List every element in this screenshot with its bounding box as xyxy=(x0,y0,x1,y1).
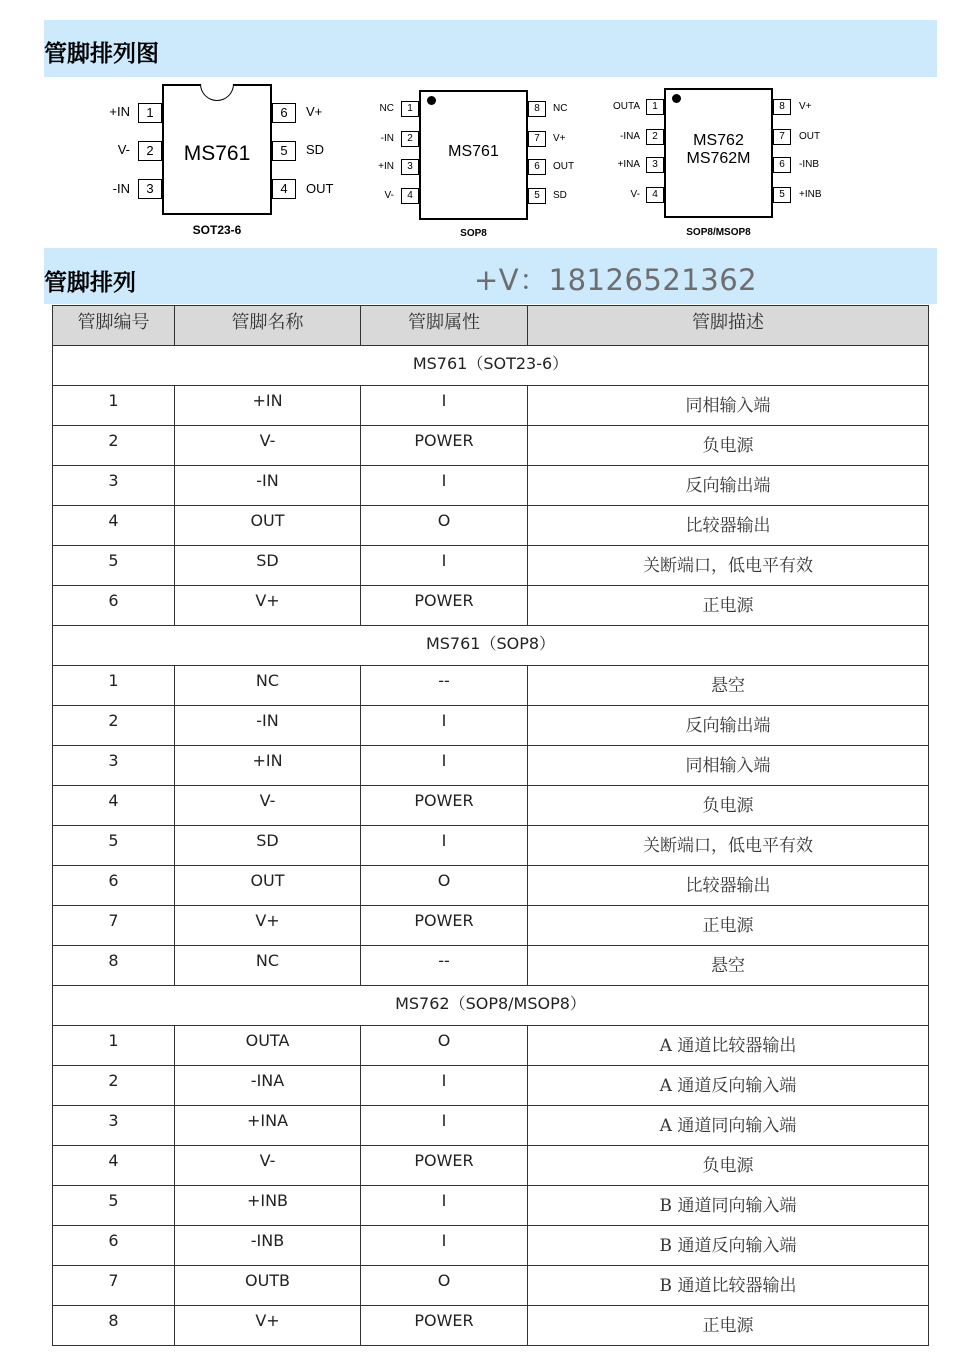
cell-pin-name: +IN xyxy=(175,386,361,426)
pin-number: 1 xyxy=(138,103,162,123)
pin-number: 1 xyxy=(646,99,664,115)
header-pin-number: 管脚编号 xyxy=(53,306,175,346)
pin-number: 7 xyxy=(528,131,546,147)
cell-pin-description: 正电源 xyxy=(528,1306,929,1346)
cell-pin-attribute: I xyxy=(361,386,528,426)
cell-pin-attribute: POWER xyxy=(361,1146,528,1186)
cell-pin-description: 关断端口，低电平有效 xyxy=(528,826,929,866)
table-row xyxy=(53,426,929,466)
table-body xyxy=(53,346,929,1346)
pin-description-table xyxy=(52,305,929,1346)
header-pin-description: 管脚描述 xyxy=(528,306,929,346)
cell-pin-name: OUTB xyxy=(175,1266,361,1306)
cell-pin-number: 2 xyxy=(53,426,175,466)
cell-pin-description: 比较器输出 xyxy=(528,506,929,546)
cell-pin-attribute: I xyxy=(361,1066,528,1106)
pin-label: OUTA xyxy=(612,101,640,112)
cell-pin-description: A 通道比较器输出 xyxy=(528,1026,929,1066)
table-row xyxy=(53,586,929,626)
cell-pin-description: A 通道同向输入端 xyxy=(528,1106,929,1146)
cell-pin-attribute: O xyxy=(361,506,528,546)
group-title: MS761（SOT23-6） xyxy=(53,346,929,386)
section-header-pin-list xyxy=(44,248,937,304)
pin1-marker-dot xyxy=(672,94,681,103)
pin-label: SD xyxy=(553,190,567,201)
table-row xyxy=(53,466,929,506)
cell-pin-name: -IN xyxy=(175,466,361,506)
pin-number: 2 xyxy=(401,131,419,147)
table-row xyxy=(53,1226,929,1266)
table-header-row xyxy=(53,306,929,346)
pin-label: V+ xyxy=(306,104,323,119)
contact-watermark: +V：18126521362 xyxy=(474,263,758,297)
section-title: 管脚排列图 xyxy=(44,41,159,67)
pin-label: +INA xyxy=(617,159,640,170)
table-row xyxy=(53,906,929,946)
pin-number: 6 xyxy=(272,103,296,123)
pin-number: 8 xyxy=(528,101,546,117)
cell-pin-description: 比较器输出 xyxy=(528,866,929,906)
pin-number: 5 xyxy=(773,187,791,203)
cell-pin-name: -INA xyxy=(175,1066,361,1106)
pin-label: SD xyxy=(306,142,325,157)
pin-label: -IN xyxy=(112,181,130,196)
cell-pin-name: NC xyxy=(175,666,361,706)
pin-label: NC xyxy=(379,103,394,114)
cell-pin-attribute: POWER xyxy=(361,906,528,946)
pin-label: V- xyxy=(630,189,640,200)
cell-pin-name: V+ xyxy=(175,586,361,626)
chip-diagram-sot23-6 xyxy=(100,84,350,244)
cell-pin-number: 1 xyxy=(53,386,175,426)
table-row xyxy=(53,546,929,586)
group-title: MS762（SOP8/MSOP8） xyxy=(53,986,929,1026)
table-group-row xyxy=(53,626,929,666)
cell-pin-number: 1 xyxy=(53,666,175,706)
cell-pin-description: 正电源 xyxy=(528,586,929,626)
package-name: SOT23-6 xyxy=(192,223,242,237)
cell-pin-description: B 通道比较器输出 xyxy=(528,1266,929,1306)
pin-number: 1 xyxy=(401,101,419,117)
cell-pin-attribute: I xyxy=(361,1226,528,1266)
pin-number: 6 xyxy=(528,159,546,175)
cell-pin-attribute: O xyxy=(361,866,528,906)
pin-label: OUT xyxy=(553,161,575,172)
cell-pin-attribute: POWER xyxy=(361,586,528,626)
cell-pin-attribute: I xyxy=(361,826,528,866)
cell-pin-attribute: POWER xyxy=(361,1306,528,1346)
chip-diagram-sop8 xyxy=(370,88,590,243)
header-pin-name: 管脚名称 xyxy=(175,306,361,346)
group-title: MS761（SOP8） xyxy=(53,626,929,666)
table-row xyxy=(53,946,929,986)
pin-label: +IN xyxy=(378,161,394,172)
pin-number: 7 xyxy=(773,129,791,145)
pin-number: 5 xyxy=(272,141,296,161)
cell-pin-attribute: POWER xyxy=(361,786,528,826)
pin-label: NC xyxy=(553,103,568,114)
part-name-line2: MS762M xyxy=(686,150,751,168)
pin-number: 2 xyxy=(646,129,664,145)
pin-number: 2 xyxy=(138,141,162,161)
cell-pin-name: V- xyxy=(175,786,361,826)
table-row xyxy=(53,1146,929,1186)
cell-pin-number: 6 xyxy=(53,866,175,906)
table-group-row xyxy=(53,986,929,1026)
pin-number: 4 xyxy=(646,187,664,203)
cell-pin-description: 负电源 xyxy=(528,1146,929,1186)
cell-pin-number: 4 xyxy=(53,506,175,546)
pin-number: 4 xyxy=(272,179,296,199)
cell-pin-number: 6 xyxy=(53,586,175,626)
pin-label: -INB xyxy=(799,159,819,170)
cell-pin-attribute: I xyxy=(361,1106,528,1146)
table-row xyxy=(53,1026,929,1066)
table-row xyxy=(53,746,929,786)
table-row xyxy=(53,386,929,426)
chip-part-name: MS761 xyxy=(183,142,251,165)
cell-pin-description: 悬空 xyxy=(528,666,929,706)
cell-pin-description: 同相输入端 xyxy=(528,386,929,426)
table-group-row xyxy=(53,346,929,386)
chip-part-name xyxy=(664,132,773,169)
cell-pin-name: V+ xyxy=(175,906,361,946)
pin-label: V+ xyxy=(553,133,566,144)
cell-pin-number: 5 xyxy=(53,826,175,866)
cell-pin-number: 3 xyxy=(53,746,175,786)
pin-label: OUT xyxy=(306,181,334,196)
cell-pin-number: 7 xyxy=(53,1266,175,1306)
cell-pin-attribute: -- xyxy=(361,666,528,706)
header-pin-attribute: 管脚属性 xyxy=(361,306,528,346)
pin-label: V- xyxy=(117,142,130,157)
table-row xyxy=(53,506,929,546)
pin-number: 4 xyxy=(401,188,419,204)
cell-pin-number: 3 xyxy=(53,1106,175,1146)
cell-pin-number: 5 xyxy=(53,1186,175,1226)
cell-pin-description: 反向输出端 xyxy=(528,466,929,506)
pin-label: V- xyxy=(384,190,394,201)
section-header-pin-diagram xyxy=(44,20,937,77)
cell-pin-name: SD xyxy=(175,826,361,866)
chip-part-name: MS761 xyxy=(448,143,499,160)
cell-pin-name: NC xyxy=(175,946,361,986)
cell-pin-attribute: I xyxy=(361,706,528,746)
cell-pin-attribute: O xyxy=(361,1026,528,1066)
cell-pin-number: 6 xyxy=(53,1226,175,1266)
pin-label: OUT xyxy=(799,131,821,142)
cell-pin-attribute: I xyxy=(361,746,528,786)
cell-pin-number: 7 xyxy=(53,906,175,946)
cell-pin-name: OUT xyxy=(175,866,361,906)
cell-pin-number: 1 xyxy=(53,1026,175,1066)
cell-pin-name: +IN xyxy=(175,746,361,786)
pin-number: 3 xyxy=(138,179,162,199)
cell-pin-number: 3 xyxy=(53,466,175,506)
cell-pin-number: 2 xyxy=(53,1066,175,1106)
cell-pin-description: 负电源 xyxy=(528,426,929,466)
cell-pin-description: 反向输出端 xyxy=(528,706,929,746)
cell-pin-name: +INB xyxy=(175,1186,361,1226)
table-row xyxy=(53,866,929,906)
table-row xyxy=(53,666,929,706)
cell-pin-attribute: I xyxy=(361,1186,528,1226)
cell-pin-name: -INB xyxy=(175,1226,361,1266)
table-row xyxy=(53,1266,929,1306)
cell-pin-attribute: -- xyxy=(361,946,528,986)
chip-diagram-sop8-msop8 xyxy=(605,86,840,243)
cell-pin-description: 悬空 xyxy=(528,946,929,986)
cell-pin-description: B 通道反向输入端 xyxy=(528,1226,929,1266)
cell-pin-description: 关断端口，低电平有效 xyxy=(528,546,929,586)
cell-pin-name: V+ xyxy=(175,1306,361,1346)
pin1-marker-dot xyxy=(427,96,436,105)
cell-pin-name: -IN xyxy=(175,706,361,746)
cell-pin-name: V- xyxy=(175,426,361,466)
table-row xyxy=(53,1186,929,1226)
table-row xyxy=(53,1106,929,1146)
pin-label: +IN xyxy=(109,104,130,119)
cell-pin-name: V- xyxy=(175,1146,361,1186)
cell-pin-number: 8 xyxy=(53,946,175,986)
cell-pin-number: 4 xyxy=(53,1146,175,1186)
pin-label: -INA xyxy=(620,131,640,142)
pin-number: 3 xyxy=(646,157,664,173)
cell-pin-description: 负电源 xyxy=(528,786,929,826)
cell-pin-number: 8 xyxy=(53,1306,175,1346)
part-name-line1: MS762 xyxy=(693,132,744,149)
pin-number: 5 xyxy=(528,188,546,204)
cell-pin-name: +INA xyxy=(175,1106,361,1146)
package-name: SOP8 xyxy=(460,228,487,239)
cell-pin-number: 4 xyxy=(53,786,175,826)
cell-pin-name: OUTA xyxy=(175,1026,361,1066)
cell-pin-attribute: O xyxy=(361,1266,528,1306)
table-row xyxy=(53,1306,929,1346)
cell-pin-description: A 通道反向输入端 xyxy=(528,1066,929,1106)
cell-pin-description: B 通道同向输入端 xyxy=(528,1186,929,1226)
cell-pin-description: 正电源 xyxy=(528,906,929,946)
table-row xyxy=(53,1066,929,1106)
cell-pin-number: 2 xyxy=(53,706,175,746)
cell-pin-attribute: I xyxy=(361,546,528,586)
pin-label: +INB xyxy=(799,189,822,200)
cell-pin-description: 同相输入端 xyxy=(528,746,929,786)
pin-label: -IN xyxy=(380,133,394,144)
table-row xyxy=(53,826,929,866)
table-row xyxy=(53,706,929,746)
pin-label: V+ xyxy=(799,101,812,112)
cell-pin-attribute: I xyxy=(361,466,528,506)
table-row xyxy=(53,786,929,826)
cell-pin-attribute: POWER xyxy=(361,426,528,466)
pin-number: 6 xyxy=(773,157,791,173)
pin-number: 3 xyxy=(401,159,419,175)
cell-pin-name: SD xyxy=(175,546,361,586)
cell-pin-name: OUT xyxy=(175,506,361,546)
section-title: 管脚排列 xyxy=(44,270,136,296)
pin-number: 8 xyxy=(773,99,791,115)
package-name: SOP8/MSOP8 xyxy=(686,227,751,238)
cell-pin-number: 5 xyxy=(53,546,175,586)
